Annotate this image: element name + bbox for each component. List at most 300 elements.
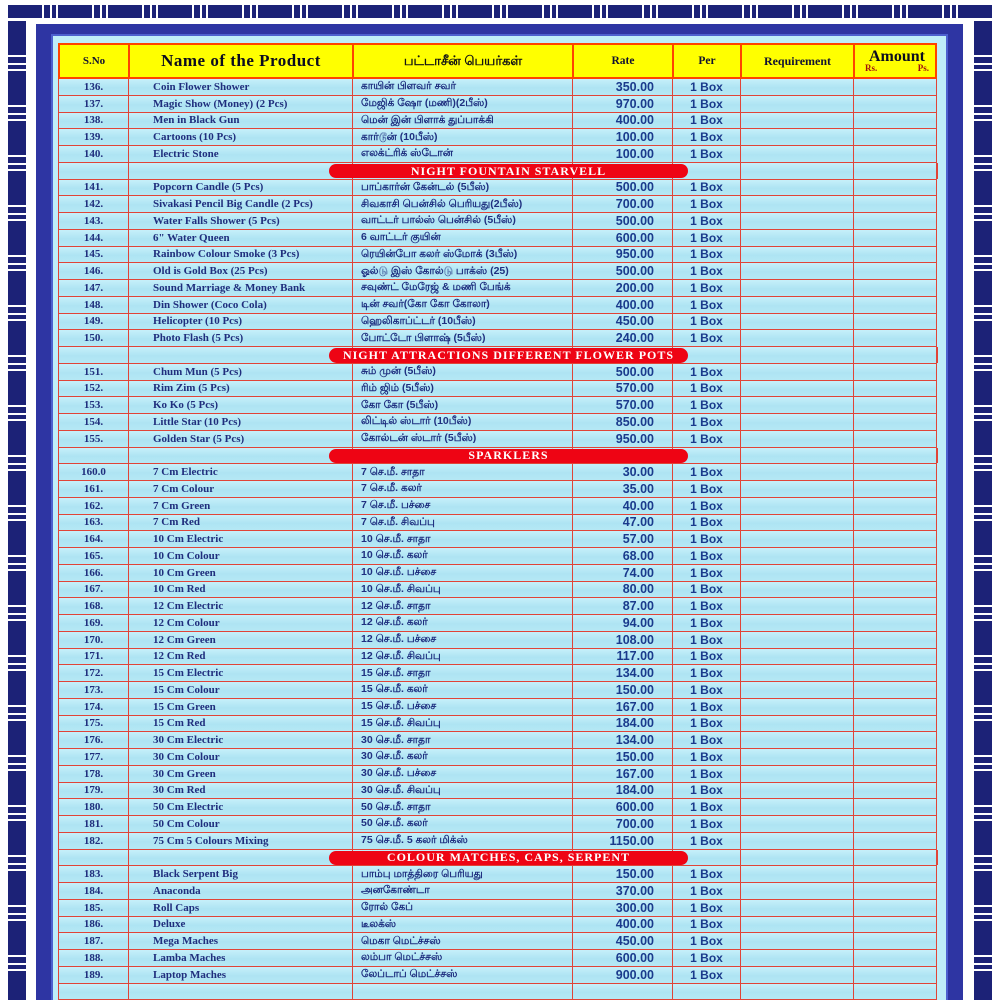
amount-cell xyxy=(854,515,938,531)
per-cell: 1 Box xyxy=(673,213,741,229)
tamil-name-cell: வாட்டர் பால்ஸ் பென்சில் (5பீஸ்) xyxy=(353,213,573,229)
per-cell: 1 Box xyxy=(673,263,741,279)
tamil-name-cell: மென் இன் பிளாக் துப்பாக்கி xyxy=(353,113,573,129)
rate-cell: 35.00 xyxy=(573,481,673,497)
amount-cell xyxy=(854,464,938,480)
per-cell xyxy=(673,984,741,1000)
table-row xyxy=(59,967,936,984)
per-cell: 1 Box xyxy=(673,79,741,95)
amount-cell xyxy=(854,381,938,397)
rate-cell: 134.00 xyxy=(573,665,673,681)
table-row xyxy=(59,984,936,1000)
rate-cell: 47.00 xyxy=(573,515,673,531)
product-name-cell: 10 Cm Electric xyxy=(129,531,353,547)
rate-cell: 700.00 xyxy=(573,196,673,212)
rate-cell: 184.00 xyxy=(573,783,673,799)
rate-cell: 108.00 xyxy=(573,632,673,648)
sno-cell: 140. xyxy=(59,146,129,162)
rate-cell: 100.00 xyxy=(573,129,673,145)
requirement-cell xyxy=(741,129,854,145)
amount-cell xyxy=(854,297,938,313)
rate-cell: 134.00 xyxy=(573,732,673,748)
product-name-cell: 7 Cm Electric xyxy=(129,464,353,480)
rate-cell: 370.00 xyxy=(573,883,673,899)
table-body xyxy=(58,79,937,1000)
requirement-cell xyxy=(741,615,854,631)
requirement-cell xyxy=(741,364,854,380)
rate-cell: 200.00 xyxy=(573,280,673,296)
tamil-name-cell: 6 வாட்டர் குயின் xyxy=(353,230,573,246)
sno-cell: 164. xyxy=(59,531,129,547)
rate-cell: 400.00 xyxy=(573,113,673,129)
product-name-cell: 6" Water Queen xyxy=(129,230,353,246)
per-cell: 1 Box xyxy=(673,816,741,832)
product-name-cell: Sivakasi Pencil Big Candle (2 Pcs) xyxy=(129,196,353,212)
tamil-name-cell: காயின் பிளவர் சவர் xyxy=(353,79,573,95)
table-row xyxy=(59,866,936,883)
table-row xyxy=(59,481,936,498)
rate-cell: 74.00 xyxy=(573,565,673,581)
tamil-name-cell: 10 செ.மீ. சாதா xyxy=(353,531,573,547)
sno-cell: 152. xyxy=(59,381,129,397)
per-cell: 1 Box xyxy=(673,247,741,263)
per-cell: 1 Box xyxy=(673,297,741,313)
sno-cell: 148. xyxy=(59,297,129,313)
rate-cell: 600.00 xyxy=(573,950,673,966)
product-name-cell: Black Serpent Big xyxy=(129,866,353,882)
product-name-cell: Ko Ko (5 Pcs) xyxy=(129,397,353,413)
requirement-cell xyxy=(741,582,854,598)
amount-cell xyxy=(854,699,938,715)
tamil-name-cell: 7 செ.மீ. சாதா xyxy=(353,464,573,480)
table-row xyxy=(59,632,936,649)
tamil-name-cell: லேப்டாப் மெட்ச்சஸ் xyxy=(353,967,573,983)
rate-cell: 970.00 xyxy=(573,96,673,112)
table-row xyxy=(59,766,936,783)
rate-cell: 600.00 xyxy=(573,799,673,815)
table-row xyxy=(59,230,936,247)
amount-cell xyxy=(854,866,938,882)
rate-cell: 500.00 xyxy=(573,364,673,380)
sno-cell: 180. xyxy=(59,799,129,815)
requirement-cell xyxy=(741,464,854,480)
product-name-cell: Helicopter (10 Pcs) xyxy=(129,314,353,330)
requirement-cell xyxy=(741,682,854,698)
sno-cell: 169. xyxy=(59,615,129,631)
table-row xyxy=(59,665,936,682)
tamil-name-cell: 50 செ.மீ. சாதா xyxy=(353,799,573,815)
table-row xyxy=(59,833,936,850)
product-name-cell: Lamba Maches xyxy=(129,950,353,966)
amount-cell xyxy=(854,314,938,330)
sno-cell: 176. xyxy=(59,732,129,748)
barcode-stripe-border-top xyxy=(8,5,992,18)
per-cell: 1 Box xyxy=(673,783,741,799)
requirement-cell xyxy=(741,280,854,296)
requirement-cell xyxy=(741,967,854,983)
per-cell: 1 Box xyxy=(673,866,741,882)
sno-cell: 145. xyxy=(59,247,129,263)
requirement-cell xyxy=(741,716,854,732)
tamil-name-cell: 30 செ.மீ. சிவப்பு xyxy=(353,783,573,799)
rate-cell: 500.00 xyxy=(573,213,673,229)
sno-cell xyxy=(59,850,129,866)
sno-cell: 186. xyxy=(59,917,129,933)
tamil-name-cell: 15 செ.மீ. சிவப்பு xyxy=(353,716,573,732)
per-cell: 1 Box xyxy=(673,582,741,598)
sno-cell: 174. xyxy=(59,699,129,715)
amount-cell xyxy=(854,280,938,296)
sno-cell: 151. xyxy=(59,364,129,380)
table-row xyxy=(59,263,936,280)
product-name-cell xyxy=(129,448,353,464)
table-row xyxy=(59,565,936,582)
requirement-cell xyxy=(741,850,854,866)
amount-cell xyxy=(854,129,938,145)
amount-cell xyxy=(854,263,938,279)
requirement-cell xyxy=(741,933,854,949)
table-row xyxy=(59,615,936,632)
tamil-name-cell: 30 செ.மீ. பச்சை xyxy=(353,766,573,782)
tamil-name-cell: 10 செ.மீ. கலர் xyxy=(353,548,573,564)
amount-subheaders xyxy=(855,64,939,73)
amount-cell xyxy=(854,347,938,363)
sno-cell: 144. xyxy=(59,230,129,246)
amount-cell xyxy=(854,113,938,129)
amount-cell xyxy=(854,933,938,949)
table-row xyxy=(59,464,936,481)
requirement-cell xyxy=(741,883,854,899)
table-row xyxy=(59,883,936,900)
per-cell: 1 Box xyxy=(673,314,741,330)
tamil-name-cell: கார்டூன் (10பீஸ்) xyxy=(353,129,573,145)
sno-cell xyxy=(59,984,129,1000)
product-name-cell: 50 Cm Electric xyxy=(129,799,353,815)
per-cell: 1 Box xyxy=(673,481,741,497)
tamil-name-cell: 75 செ.மீ. 5 கலர் மிக்ஸ் xyxy=(353,833,573,849)
requirement-cell xyxy=(741,866,854,882)
section-title-pill: NIGHT ATTRACTIONS DIFFERENT FLOWER POTS xyxy=(329,348,688,363)
per-cell: 1 Box xyxy=(673,280,741,296)
tamil-name-cell: கோல்டன் ஸ்டார் (5பீஸ்) xyxy=(353,431,573,447)
sno-cell: 141. xyxy=(59,180,129,196)
tamil-name-cell: ரிம் ஜிம் (5பீஸ்) xyxy=(353,381,573,397)
sno-cell: 161. xyxy=(59,481,129,497)
sno-cell xyxy=(59,347,129,363)
amount-cell xyxy=(854,582,938,598)
per-cell: 1 Box xyxy=(673,146,741,162)
per-cell: 1 Box xyxy=(673,498,741,514)
per-cell: 1 Box xyxy=(673,531,741,547)
per-cell: 1 Box xyxy=(673,598,741,614)
table-row xyxy=(59,917,936,934)
requirement-cell xyxy=(741,146,854,162)
per-cell: 1 Box xyxy=(673,330,741,346)
section-title-pill: NIGHT FOUNTAIN STARVELL xyxy=(329,164,688,179)
amount-cell xyxy=(854,766,938,782)
amount-cell xyxy=(854,397,938,413)
amount-cell xyxy=(854,196,938,212)
sno-cell: 162. xyxy=(59,498,129,514)
requirement-cell xyxy=(741,565,854,581)
sno-cell xyxy=(59,448,129,464)
tamil-name-cell xyxy=(353,984,573,1000)
product-name-cell: 30 Cm Colour xyxy=(129,749,353,765)
requirement-cell xyxy=(741,297,854,313)
rate-cell: 117.00 xyxy=(573,649,673,665)
sno-cell: 179. xyxy=(59,783,129,799)
sno-cell: 160.0 xyxy=(59,464,129,480)
table-row xyxy=(59,297,936,314)
rate-cell: 450.00 xyxy=(573,314,673,330)
product-name-cell xyxy=(129,984,353,1000)
amount-cell xyxy=(854,749,938,765)
requirement-cell xyxy=(741,632,854,648)
amount-cell xyxy=(854,984,938,1000)
product-name-cell: Water Falls Shower (5 Pcs) xyxy=(129,213,353,229)
tamil-name-cell: 30 செ.மீ. கலர் xyxy=(353,749,573,765)
table-row xyxy=(59,582,936,599)
per-cell: 1 Box xyxy=(673,699,741,715)
tamil-name-cell: எலக்ட்ரிக் ஸ்டோன் xyxy=(353,146,573,162)
per-cell: 1 Box xyxy=(673,967,741,983)
sno-cell: 136. xyxy=(59,79,129,95)
table-row xyxy=(59,314,936,331)
table-row xyxy=(59,933,936,950)
product-name-cell: Old is Gold Box (25 Pcs) xyxy=(129,263,353,279)
sno-cell: 149. xyxy=(59,314,129,330)
rate-cell: 57.00 xyxy=(573,531,673,547)
sno-cell: 147. xyxy=(59,280,129,296)
rate-cell: 150.00 xyxy=(573,682,673,698)
tamil-name-cell: 15 செ.மீ. சாதா xyxy=(353,665,573,681)
rate-cell: 68.00 xyxy=(573,548,673,564)
sno-cell: 166. xyxy=(59,565,129,581)
rate-cell: 80.00 xyxy=(573,582,673,598)
amount-cell xyxy=(854,850,938,866)
table-row xyxy=(59,548,936,565)
rate-cell: 150.00 xyxy=(573,749,673,765)
amount-cell xyxy=(854,146,938,162)
per-cell: 1 Box xyxy=(673,431,741,447)
sno-cell: 182. xyxy=(59,833,129,849)
rate-cell: 150.00 xyxy=(573,866,673,882)
sno-cell: 143. xyxy=(59,213,129,229)
sno-cell xyxy=(59,163,129,179)
table-row xyxy=(59,732,936,749)
per-cell: 1 Box xyxy=(673,649,741,665)
rate-cell: 30.00 xyxy=(573,464,673,480)
requirement-cell xyxy=(741,515,854,531)
requirement-cell xyxy=(741,381,854,397)
per-cell: 1 Box xyxy=(673,883,741,899)
product-name-cell: Cartoons (10 Pcs) xyxy=(129,129,353,145)
table-row xyxy=(59,213,936,230)
product-name-cell: 7 Cm Colour xyxy=(129,481,353,497)
tamil-name-cell: ரெயின்போ கலர் ஸ்மோக் (3பீஸ்) xyxy=(353,247,573,263)
requirement-cell xyxy=(741,799,854,815)
rate-cell: 850.00 xyxy=(573,414,673,430)
amount-cell xyxy=(854,180,938,196)
amount-cell xyxy=(854,548,938,564)
amount-cell xyxy=(854,732,938,748)
tamil-name-cell: லிட்டில் ஸ்டார் (10பீஸ்) xyxy=(353,414,573,430)
requirement-cell xyxy=(741,749,854,765)
table-row xyxy=(59,783,936,800)
requirement-cell xyxy=(741,833,854,849)
tamil-name-cell: 10 செ.மீ. பச்சை xyxy=(353,565,573,581)
amount-cell xyxy=(854,247,938,263)
product-name-cell: Chum Mun (5 Pcs) xyxy=(129,364,353,380)
column-header-tamil: பட்டாசீன் பெயர்கள் xyxy=(354,45,574,77)
requirement-cell xyxy=(741,917,854,933)
product-name-cell: 10 Cm Colour xyxy=(129,548,353,564)
rate-cell: 900.00 xyxy=(573,967,673,983)
rate-cell: 167.00 xyxy=(573,699,673,715)
amount-cell xyxy=(854,448,938,464)
rate-cell: 167.00 xyxy=(573,766,673,782)
sno-cell: 173. xyxy=(59,682,129,698)
sno-cell: 181. xyxy=(59,816,129,832)
per-cell: 1 Box xyxy=(673,515,741,531)
requirement-cell xyxy=(741,766,854,782)
amount-cell xyxy=(854,900,938,916)
requirement-cell xyxy=(741,96,854,112)
table-row xyxy=(59,699,936,716)
requirement-cell xyxy=(741,113,854,129)
amount-cell xyxy=(854,682,938,698)
requirement-cell xyxy=(741,397,854,413)
sno-cell: 187. xyxy=(59,933,129,949)
table-row xyxy=(59,531,936,548)
table-row xyxy=(59,364,936,381)
tamil-name-cell: டின் சவர்(கோ கோ கோலா) xyxy=(353,297,573,313)
requirement-cell xyxy=(741,196,854,212)
requirement-cell xyxy=(741,498,854,514)
section-row xyxy=(59,347,936,364)
product-name-cell xyxy=(129,850,353,866)
amount-cell xyxy=(854,716,938,732)
table-row xyxy=(59,649,936,666)
sno-cell: 168. xyxy=(59,598,129,614)
table-row xyxy=(59,330,936,347)
rate-cell: 1150.00 xyxy=(573,833,673,849)
per-cell: 1 Box xyxy=(673,180,741,196)
column-header-amount xyxy=(855,45,939,77)
sno-cell: 139. xyxy=(59,129,129,145)
sno-cell: 167. xyxy=(59,582,129,598)
tamil-name-cell: 7 செ.மீ. பச்சை xyxy=(353,498,573,514)
product-name-cell: Coin Flower Shower xyxy=(129,79,353,95)
per-cell: 1 Box xyxy=(673,364,741,380)
sno-cell: 175. xyxy=(59,716,129,732)
section-row xyxy=(59,163,936,180)
requirement-cell xyxy=(741,247,854,263)
product-name-cell: 12 Cm Green xyxy=(129,632,353,648)
product-name-cell: 30 Cm Electric xyxy=(129,732,353,748)
amount-cell xyxy=(854,163,938,179)
per-cell: 1 Box xyxy=(673,632,741,648)
table-row xyxy=(59,515,936,532)
product-name-cell: Little Star (10 Pcs) xyxy=(129,414,353,430)
per-cell: 1 Box xyxy=(673,196,741,212)
tamil-name-cell: 12 செ.மீ. கலர் xyxy=(353,615,573,631)
barcode-stripe-border-right xyxy=(974,21,992,1000)
rate-cell: 40.00 xyxy=(573,498,673,514)
sno-cell: 142. xyxy=(59,196,129,212)
product-name-cell: 50 Cm Colour xyxy=(129,816,353,832)
table-row xyxy=(59,113,936,130)
table-row xyxy=(59,381,936,398)
rate-cell: 500.00 xyxy=(573,263,673,279)
product-name-cell: Men in Black Gun xyxy=(129,113,353,129)
table-row xyxy=(59,397,936,414)
per-cell: 1 Box xyxy=(673,96,741,112)
product-name-cell: Magic Show (Money) (2 Pcs) xyxy=(129,96,353,112)
table-row xyxy=(59,716,936,733)
sno-cell: 184. xyxy=(59,883,129,899)
requirement-cell xyxy=(741,448,854,464)
rate-cell: 500.00 xyxy=(573,180,673,196)
per-cell: 1 Box xyxy=(673,548,741,564)
requirement-cell xyxy=(741,431,854,447)
requirement-cell xyxy=(741,783,854,799)
rate-cell: 570.00 xyxy=(573,397,673,413)
tamil-name-cell: சும் முன் (5பீஸ்) xyxy=(353,364,573,380)
amount-cell xyxy=(854,598,938,614)
table-row xyxy=(59,749,936,766)
tamil-name-cell: லம்பா மெட்ச்சஸ் xyxy=(353,950,573,966)
amount-cell xyxy=(854,79,938,95)
amount-cell xyxy=(854,649,938,665)
tamil-name-cell: சவுண்ட் மேரேஜ் & மணி பேங்க் xyxy=(353,280,573,296)
amount-cell xyxy=(854,498,938,514)
column-header-rate: Rate xyxy=(574,45,674,77)
rate-cell: 400.00 xyxy=(573,297,673,313)
requirement-cell xyxy=(741,598,854,614)
sno-cell: 171. xyxy=(59,649,129,665)
tamil-name-cell: 12 செ.மீ. சிவப்பு xyxy=(353,649,573,665)
per-cell: 1 Box xyxy=(673,716,741,732)
table-row xyxy=(59,180,936,197)
section-row xyxy=(59,850,936,867)
requirement-cell xyxy=(741,531,854,547)
per-cell: 1 Box xyxy=(673,950,741,966)
tamil-name-cell: 30 செ.மீ. சாதா xyxy=(353,732,573,748)
sno-cell: 172. xyxy=(59,665,129,681)
section-title-pill: COLOUR MATCHES, CAPS, SERPENT xyxy=(329,851,688,866)
requirement-cell xyxy=(741,263,854,279)
table-row xyxy=(59,950,936,967)
per-cell: 1 Box xyxy=(673,900,741,916)
amount-cell xyxy=(854,615,938,631)
table-row xyxy=(59,146,936,163)
product-name-cell: Rainbow Colour Smoke (3 Pcs) xyxy=(129,247,353,263)
per-cell: 1 Box xyxy=(673,833,741,849)
product-name-cell: Sound Marriage & Money Bank xyxy=(129,280,353,296)
tamil-name-cell: ஓல்டு இஸ் கோல்டு பாக்ஸ் (25) xyxy=(353,263,573,279)
amount-cell xyxy=(854,833,938,849)
product-name-cell: 15 Cm Colour xyxy=(129,682,353,698)
column-header-product: Name of the Product xyxy=(130,45,354,77)
requirement-cell xyxy=(741,330,854,346)
per-cell: 1 Box xyxy=(673,766,741,782)
sno-cell: 185. xyxy=(59,900,129,916)
product-name-cell: Din Shower (Coco Cola) xyxy=(129,297,353,313)
rate-cell: 184.00 xyxy=(573,716,673,732)
table-row xyxy=(59,414,936,431)
per-cell: 1 Box xyxy=(673,414,741,430)
